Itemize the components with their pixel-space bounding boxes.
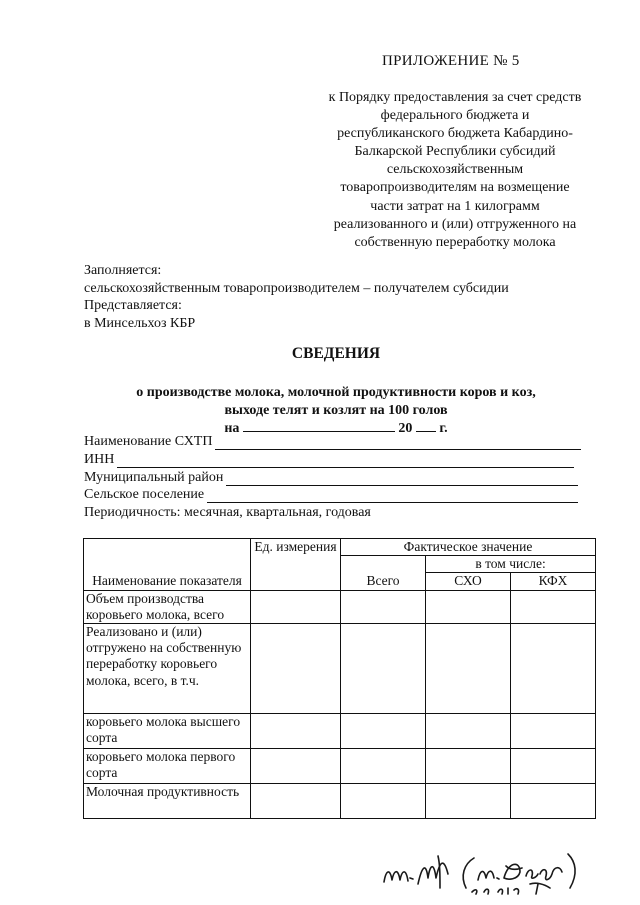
period-suffix: г.	[439, 421, 448, 436]
period-date-blank[interactable]	[243, 419, 395, 432]
sho-cell[interactable]	[426, 714, 511, 749]
table-row	[84, 714, 596, 749]
sho-cell[interactable]	[426, 590, 511, 623]
submitted-to-value: в Минсельхоз КБР	[84, 315, 196, 331]
indicator-name: коровьего молока высшего сорта	[84, 714, 251, 749]
header-including: в том числе:	[426, 556, 596, 573]
settlement-field-blank[interactable]	[207, 488, 578, 503]
unit-cell[interactable]	[251, 749, 341, 784]
period-year-blank[interactable]	[416, 419, 436, 432]
signature-stroke	[497, 878, 499, 879]
unit-cell[interactable]	[251, 624, 341, 714]
periodicity-note: Периодичность: месячная, квартальная, годовая	[84, 505, 371, 520]
signature-stroke	[568, 854, 575, 888]
indicator-name: Молочная продуктивность	[84, 784, 251, 819]
indicator-name: коровьего молока первого сорта	[84, 749, 251, 784]
total-cell[interactable]	[341, 624, 426, 714]
inn-field-blank[interactable]	[117, 453, 574, 468]
appendix-title: ПРИЛОЖЕНИЕ № 5	[382, 53, 520, 69]
unit-cell[interactable]	[251, 714, 341, 749]
name-field-label: Наименование СХТП	[84, 434, 213, 449]
appendix-reference-line: товаропроизводителям на возмещение	[340, 180, 570, 196]
indicator-name: Реализовано и (или) отгружено на собственную переработку коровьего молока, всего, в т.ч.	[84, 624, 251, 714]
district-field	[84, 470, 578, 486]
appendix-reference-line: республиканского бюджета Кабардино-	[337, 126, 573, 142]
signature-stroke	[540, 868, 562, 880]
table-row	[84, 624, 596, 714]
header-actual-value: Фактическое значение	[341, 539, 596, 556]
signature-stroke	[384, 872, 408, 882]
total-cell[interactable]	[341, 749, 426, 784]
name-field-blank[interactable]	[215, 435, 581, 450]
table-row	[84, 784, 596, 819]
total-cell[interactable]	[341, 784, 426, 819]
sho-cell[interactable]	[426, 784, 511, 819]
period-year: 20	[398, 421, 413, 436]
inn-field-label: ИНН	[84, 452, 115, 467]
submitted-to-label: Представляется:	[84, 298, 182, 314]
header-unit: Ед. измерения	[251, 539, 341, 591]
appendix-reference-line: Балкарской Республики субсидий	[354, 144, 556, 160]
kfh-cell[interactable]	[511, 624, 596, 714]
appendix-reference-line: федерального бюджета и	[380, 108, 530, 124]
fill-instructions	[84, 262, 509, 332]
signature-stroke	[530, 883, 550, 894]
sho-cell[interactable]	[426, 624, 511, 714]
total-cell[interactable]	[341, 714, 426, 749]
document-title: СВЕДЕНИЯ	[291, 345, 381, 362]
settlement-field-label: Сельское поселение	[84, 487, 205, 502]
handwritten-signature	[380, 848, 600, 896]
kfh-cell[interactable]	[511, 714, 596, 749]
district-field-label: Муниципальный район	[84, 470, 224, 485]
document-subtitle	[0, 384, 640, 419]
header-kfh: КФХ	[511, 573, 596, 590]
header-total: Всего	[341, 556, 426, 590]
appendix-reference-line: части затрат на 1 килограмм	[370, 198, 540, 214]
signature-stroke	[504, 864, 522, 879]
kfh-cell[interactable]	[511, 784, 596, 819]
sho-cell[interactable]	[426, 749, 511, 784]
filled-by-label: Заполняется:	[84, 263, 162, 278]
signature-stroke	[478, 871, 494, 880]
unit-cell[interactable]	[251, 784, 341, 819]
signature-stroke	[410, 878, 413, 879]
indicators-table	[83, 538, 596, 819]
header-sho: СХО	[426, 573, 511, 590]
filled-by-value: сельскохозяйственным товаропроизводителем – получателем субсидии	[84, 280, 509, 296]
signature-stroke	[498, 888, 519, 894]
unit-cell[interactable]	[251, 590, 341, 623]
signature-stroke	[418, 863, 448, 884]
appendix-reference-line: сельскохозяйственным	[386, 162, 524, 178]
subtitle-line: выходе телят и козлят на 100 голов	[224, 402, 448, 418]
indicator-name: Объем производства коровьего молока, всего	[84, 590, 251, 623]
appendix-reference-line: реализованного и (или) отгруженного на	[333, 216, 577, 232]
signature-stroke	[526, 870, 538, 878]
period-prefix: на	[224, 421, 240, 436]
table-row	[84, 590, 596, 623]
total-cell[interactable]	[341, 590, 426, 623]
signature-stroke	[472, 889, 489, 894]
appendix-reference-line: к Порядку предоставления за счет средств	[328, 90, 582, 105]
table-row	[84, 749, 596, 784]
signature-stroke	[463, 858, 474, 888]
header-indicator-name: Наименование показателя	[84, 539, 251, 591]
district-field-blank[interactable]	[226, 471, 578, 486]
name-field	[84, 434, 581, 450]
kfh-cell[interactable]	[511, 590, 596, 623]
appendix-reference	[300, 89, 610, 252]
inn-field	[84, 452, 574, 468]
subtitle-line: о производстве молока, молочной продуктивности коров и коз,	[136, 385, 536, 400]
appendix-reference-line: собственную переработку молока	[354, 234, 556, 250]
kfh-cell[interactable]	[511, 749, 596, 784]
settlement-field	[84, 487, 578, 503]
